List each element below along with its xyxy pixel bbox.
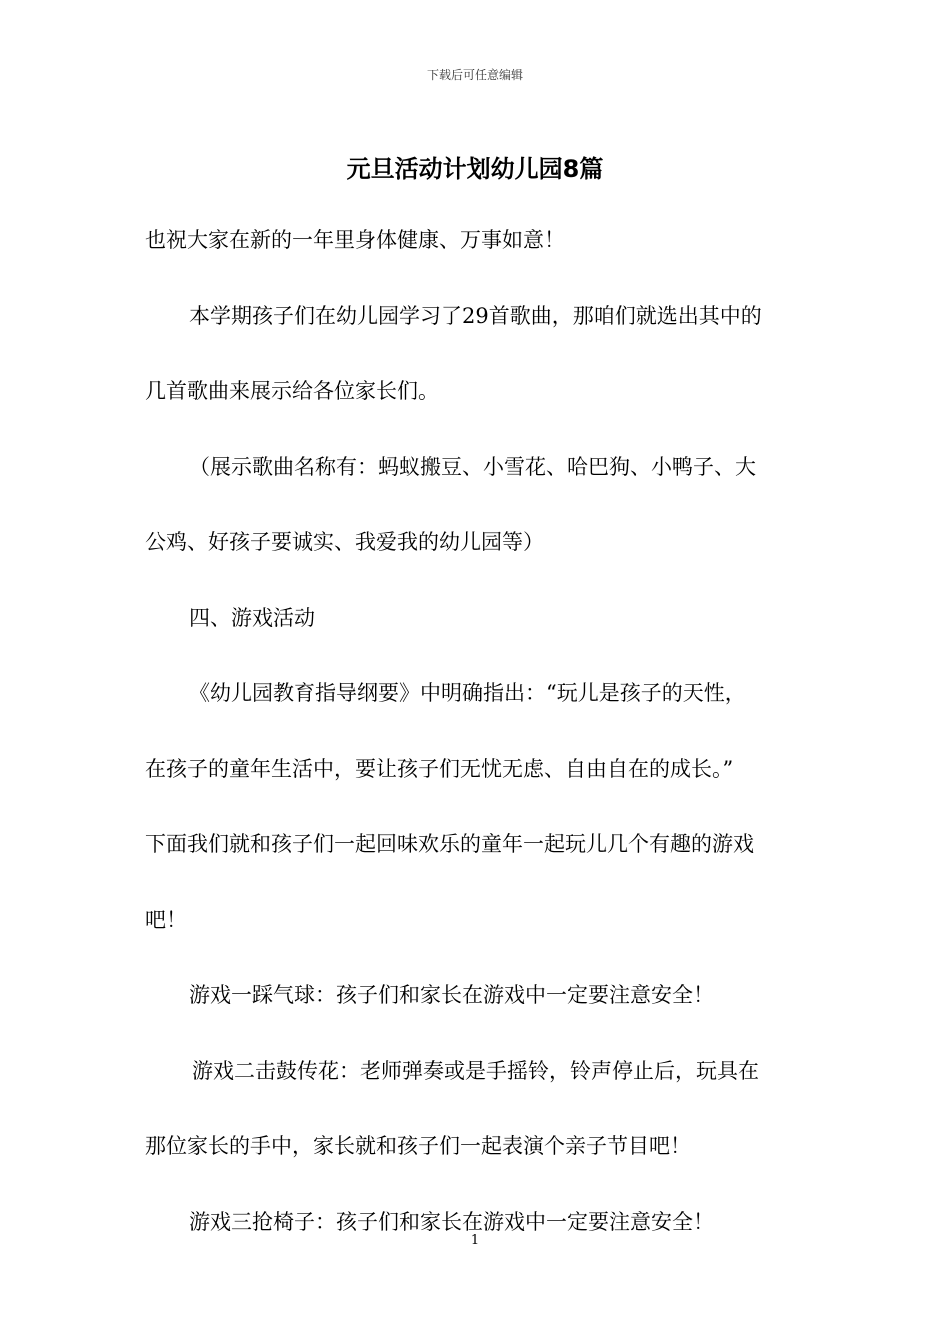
body-line: 本学期孩子们在幼儿园学习了29首歌曲，那咱们就选出其中的 — [189, 303, 762, 328]
body-line: 也祝大家在新的一年里身体健康、万事如意！ — [145, 228, 565, 252]
page-number: 1 — [470, 1233, 480, 1248]
body-line: 几首歌曲来展示给各位家长们。 — [145, 379, 439, 403]
body-line: 游戏一踩气球：孩子们和家长在游戏中一定要注意安全！ — [189, 983, 714, 1007]
document-body — [145, 203, 807, 1260]
body-line: 《幼儿园教育指导纲要》中明确指出：“玩儿是孩子的天性， — [189, 681, 746, 705]
header-note: 下载后可任意编辑 — [426, 68, 523, 82]
body-line: 下面我们就和孩子们一起回味欢乐的童年一起玩儿几个有趣的游戏 — [145, 832, 754, 856]
body-line: 游戏二击鼓传花：老师弹奏或是手摇铃，铃声停止后，玩具在 — [192, 1058, 759, 1083]
body-line: 那位家长的手中，家长就和孩子们一起表演个亲子节目吧！ — [145, 1134, 691, 1158]
body-line: 公鸡、好孩子要诚实、我爱我的幼儿园等） — [145, 530, 544, 554]
body-line: （展示歌曲名称有：蚂蚁搬豆、小雪花、哈巴狗、小鸭子、大 — [189, 454, 756, 479]
body-line: 游戏三抢椅子：孩子们和家长在游戏中一定要注意安全！ — [189, 1209, 714, 1234]
section-heading: 四、游戏活动 — [189, 605, 315, 630]
document-title: 元旦活动计划幼儿园8篇 — [346, 155, 604, 183]
body-line: 在孩子的童年生活中，要让孩子们无忧无虑、自由自在的成长。” — [145, 756, 734, 781]
body-line: 吧！ — [145, 907, 187, 932]
